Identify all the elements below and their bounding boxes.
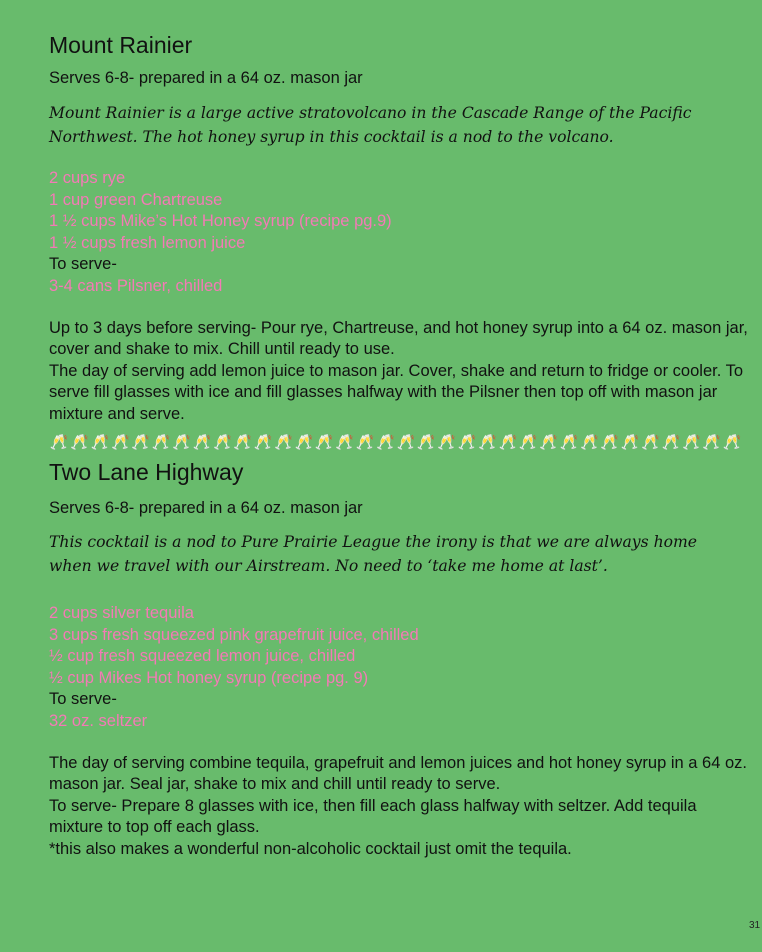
cocktail-glass-icon: 🥂 [49,434,69,451]
cocktail-glass-icon: 🥂 [702,434,722,451]
recipe-intro: Mount Rainier is a large active stratovolcano in the Cascade Range of the Pacific Northwest. The hot honey syrup in this cocktail is a nod to the volcano. [49,104,692,146]
cocktail-glass-icon: 🥂 [253,434,273,451]
ingredient-item: 1 cup green Chartreuse [49,190,223,209]
cocktail-glass-icon: 🥂 [70,434,89,451]
cocktail-glass-icon: 🥂 [641,434,660,451]
method-text [49,753,749,860]
method-paragraph: The day of serving add lemon juice to mason jar. Cover, shake and return to fridge or cooler. To serve fill glasses with ice and fill glasses halfway with the Pilsner then top off with mason jar mixture and serve. [49,361,743,423]
cocktail-glass-icon: 🥂 [274,434,293,451]
cocktail-glass-icon: 🥂 [396,434,416,451]
cocktail-glass-icon: 🥂 [192,434,212,451]
to-serve-label: To serve- [49,255,117,274]
cocktail-glass-icon: 🥂 [111,434,130,451]
cocktail-glass-icon: 🥂 [457,434,477,451]
cocktail-glass-icon: 🥂 [498,434,518,451]
method-paragraph: Up to 3 days before serving- Pour rye, Chartreuse, and hot honey syrup into a 64 oz. mason jar, cover and shake to mix. Chill until ready to use. [49,319,748,359]
cocktail-glass-icon: 🥂 [151,434,171,451]
cocktail-glass-icon: 🥂 [722,434,742,451]
glass-divider [49,434,742,452]
cocktail-glass-icon: 🥂 [416,434,436,451]
cocktail-glass-icon: 🥂 [314,434,334,451]
cocktail-glass-icon: 🥂 [90,434,110,451]
cocktail-glass-icon: 🥂 [559,434,579,451]
ingredient-list [49,603,419,733]
recipe-title-mount-rainier: Mount Rainier [49,32,193,58]
cocktail-glass-icon: 🥂 [620,434,640,451]
cocktail-glass-icon: 🥂 [335,434,354,451]
cocktail-glass-icon: 🥂 [212,434,232,451]
to-serve-label: To serve- [49,690,117,709]
method-paragraph: The day of serving combine tequila, grapefruit and lemon juices and hot honey syrup in a 64 oz. mason jar. Seal jar, shake to mix and chill until ready to serve. [49,754,748,794]
cocktail-glass-icon: 🥂 [478,434,497,451]
ingredient-item: ½ cup fresh squeezed lemon juice, chilled [49,647,356,666]
cocktail-glass-icon: 🥂 [580,434,599,451]
ingredient-item: 2 cups silver tequila [49,604,194,622]
recipe-title-two-lane-highway: Two Lane Highway [49,459,244,485]
ingredient-item: 2 cups rye [49,169,126,187]
cocktail-glass-icon: 🥂 [294,434,314,451]
to-serve-item: 3-4 cans Pilsner, chilled [49,276,223,295]
ingredient-list [49,168,392,298]
cocktail-glass-icon: 🥂 [539,434,558,451]
cocktail-glass-icon: 🥂 [355,434,375,451]
cocktail-glass-icon: 🥂 [233,434,253,451]
cocktail-glass-icon: 🥂 [437,434,456,451]
cocktail-glass-icon: 🥂 [131,434,151,451]
page-number: 31 [749,920,761,931]
cocktail-glass-icon: 🥂 [518,434,538,451]
ingredient-item: 3 cups fresh squeezed pink grapefruit juice, chilled [49,625,419,644]
cocktail-glass-icon: 🥂 [600,434,620,451]
cocktail-glass-icon: 🥂 [681,434,701,451]
method-text [49,318,749,425]
cocktail-glass-icon: 🥂 [172,434,191,451]
serves-note: Serves 6-8- prepared in a 64 oz. mason jar [49,69,363,87]
cocktail-glass-icon: 🥂 [661,434,681,451]
recipe-intro: This cocktail is a nod to Pure Prairie League the irony is that we are always home when we travel with our Airstream. No need to ‘take me home at last’. [49,533,698,575]
method-paragraph: *this also makes a wonderful non-alcoholic cocktail just omit the tequila. [49,839,572,858]
ingredient-item: 1 ½ cups fresh lemon juice [49,233,246,252]
ingredient-item: ½ cup Mikes Hot honey syrup (recipe pg. 9) [49,668,369,687]
serves-note: Serves 6-8- prepared in a 64 oz. mason jar [49,499,363,517]
method-paragraph: To serve- Prepare 8 glasses with ice, then fill each glass halfway with seltzer. Add tequila mixture to top off each glass. [49,796,697,837]
ingredient-item: 1 ½ cups Mike’s Hot Honey syrup (recipe pg.9) [49,212,392,231]
cocktail-glass-icon: 🥂 [376,434,395,451]
to-serve-item: 32 oz. seltzer [49,711,148,730]
